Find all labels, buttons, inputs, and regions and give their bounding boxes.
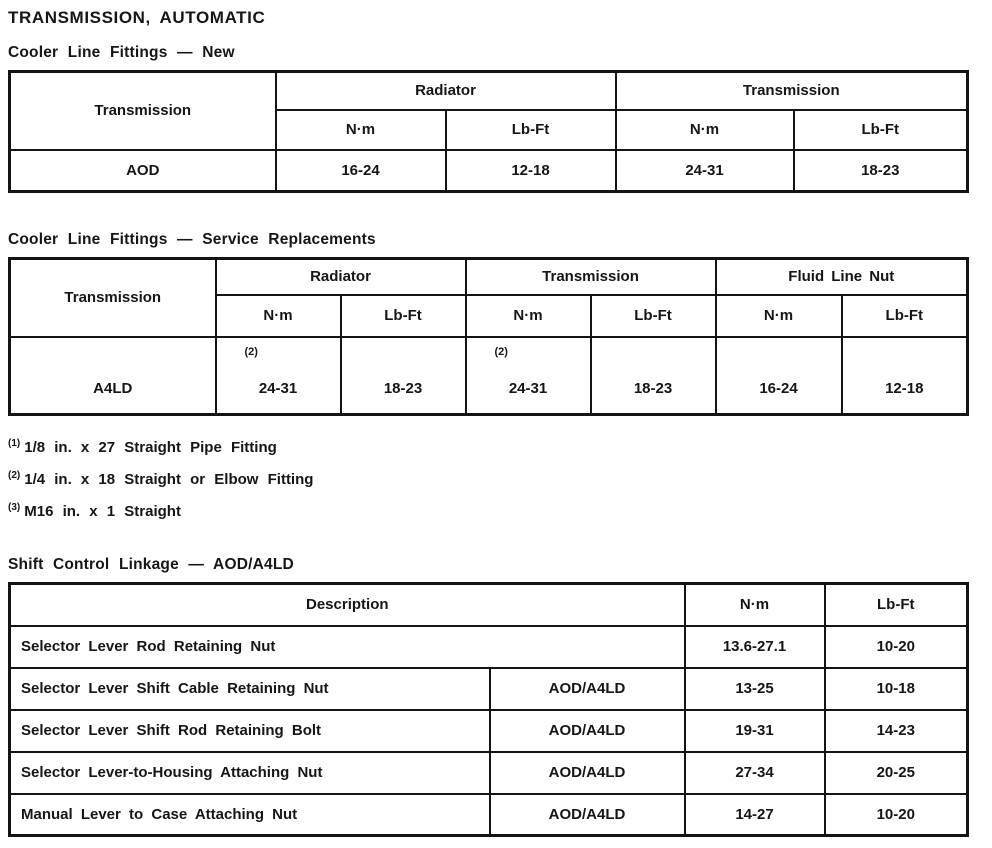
value-text: 24-31 (258, 380, 298, 397)
column-header-description: Description (10, 584, 685, 626)
value-cell: 27-34 (685, 752, 825, 794)
footnote-ref: (2) (494, 345, 508, 358)
footnote-marker: (2) (8, 470, 21, 481)
value-cell: 14-23 (825, 710, 968, 752)
value-cell (842, 337, 968, 415)
table-row (10, 794, 968, 836)
table-row (10, 584, 968, 626)
row-label-header: Transmission (10, 72, 276, 150)
unit-header-nm: N·m (276, 110, 446, 150)
value-cell: 13.6-27.1 (685, 626, 825, 668)
value-cell: 10-20 (825, 626, 968, 668)
group-header-transmission: Transmission (616, 72, 968, 110)
value-cell: 10-18 (825, 668, 968, 710)
variant-cell: AOD/A4LD (490, 668, 685, 710)
group-header-transmission: Transmission (466, 259, 716, 295)
table-row (10, 259, 968, 295)
unit-header-nm: N·m (716, 295, 842, 337)
value-cell: 14-27 (685, 794, 825, 836)
unit-header-nm: N·m (616, 110, 794, 150)
footnotes (8, 430, 980, 526)
footnote-marker: (1) (8, 438, 21, 449)
table-row (10, 710, 968, 752)
footnote-text: 1/8 in. x 27 Straight Pipe Fitting (24, 439, 277, 456)
table-row (10, 626, 968, 668)
value-cell: 12-18 (446, 150, 616, 192)
unit-header-nm: N·m (466, 295, 591, 337)
row-label: AOD (10, 150, 276, 192)
value-text: 12-18 (885, 380, 924, 397)
value-cell (466, 337, 591, 415)
value-cell: 18-23 (794, 150, 968, 192)
group-header-radiator: Radiator (276, 72, 616, 110)
value-cell: 10-20 (825, 794, 968, 836)
page-title: TRANSMISSION, AUTOMATIC (8, 8, 266, 27)
table-row (10, 668, 968, 710)
variant-cell: AOD/A4LD (490, 794, 685, 836)
footnote (8, 494, 980, 526)
table-row (10, 150, 968, 192)
value-text: 24-31 (508, 380, 548, 397)
value-cell (216, 337, 341, 415)
unit-header-lbft: Lb-Ft (341, 295, 466, 337)
table-row (10, 752, 968, 794)
unit-header-lbft: Lb-Ft (842, 295, 968, 337)
footnote-text: M16 in. x 1 Straight (24, 503, 181, 520)
value-text: 18-23 (633, 380, 673, 397)
heading-cooler-new: Cooler Line Fittings — New (8, 44, 235, 61)
table-cooler-service (8, 257, 969, 416)
desc-cell: Manual Lever to Case Attaching Nut (10, 794, 490, 836)
value-cell: 13-25 (685, 668, 825, 710)
row-label-header: Transmission (10, 259, 216, 337)
row-label: A4LD (10, 337, 216, 415)
group-header-fluid-line-nut: Fluid Line Nut (716, 259, 968, 295)
footnote-ref: (2) (244, 345, 258, 358)
value-cell (341, 337, 466, 415)
desc-cell: Selector Lever Shift Cable Retaining Nut (10, 668, 490, 710)
table-row (10, 337, 968, 415)
footnote (8, 430, 980, 462)
variant-cell: AOD/A4LD (490, 752, 685, 794)
heading-shift-linkage: Shift Control Linkage — AOD/A4LD (8, 556, 294, 573)
variant-cell: AOD/A4LD (490, 710, 685, 752)
desc-cell: Selector Lever Rod Retaining Nut (10, 626, 685, 668)
column-header-nm: N·m (685, 584, 825, 626)
table-row (10, 72, 968, 110)
heading-cooler-service: Cooler Line Fittings — Service Replacements (8, 231, 376, 248)
value-cell: 20-25 (825, 752, 968, 794)
unit-header-lbft: Lb-Ft (446, 110, 616, 150)
column-header-lbft: Lb-Ft (825, 584, 968, 626)
unit-header-lbft: Lb-Ft (794, 110, 968, 150)
value-cell: 24-31 (616, 150, 794, 192)
value-cell (591, 337, 716, 415)
table-cooler-new (8, 70, 969, 193)
value-text: 18-23 (383, 380, 423, 397)
value-cell: 19-31 (685, 710, 825, 752)
group-header-radiator: Radiator (216, 259, 466, 295)
unit-header-nm: N·m (216, 295, 341, 337)
table-shift-linkage (8, 582, 969, 837)
value-text: 16-24 (759, 380, 798, 397)
footnote-text: 1/4 in. x 18 Straight or Elbow Fitting (24, 471, 314, 488)
unit-header-lbft: Lb-Ft (591, 295, 716, 337)
footnote-marker: (3) (8, 502, 21, 513)
desc-cell: Selector Lever Shift Rod Retaining Bolt (10, 710, 490, 752)
desc-cell: Selector Lever-to-Housing Attaching Nut (10, 752, 490, 794)
value-cell: 16-24 (276, 150, 446, 192)
footnote (8, 462, 980, 494)
value-cell (716, 337, 842, 415)
